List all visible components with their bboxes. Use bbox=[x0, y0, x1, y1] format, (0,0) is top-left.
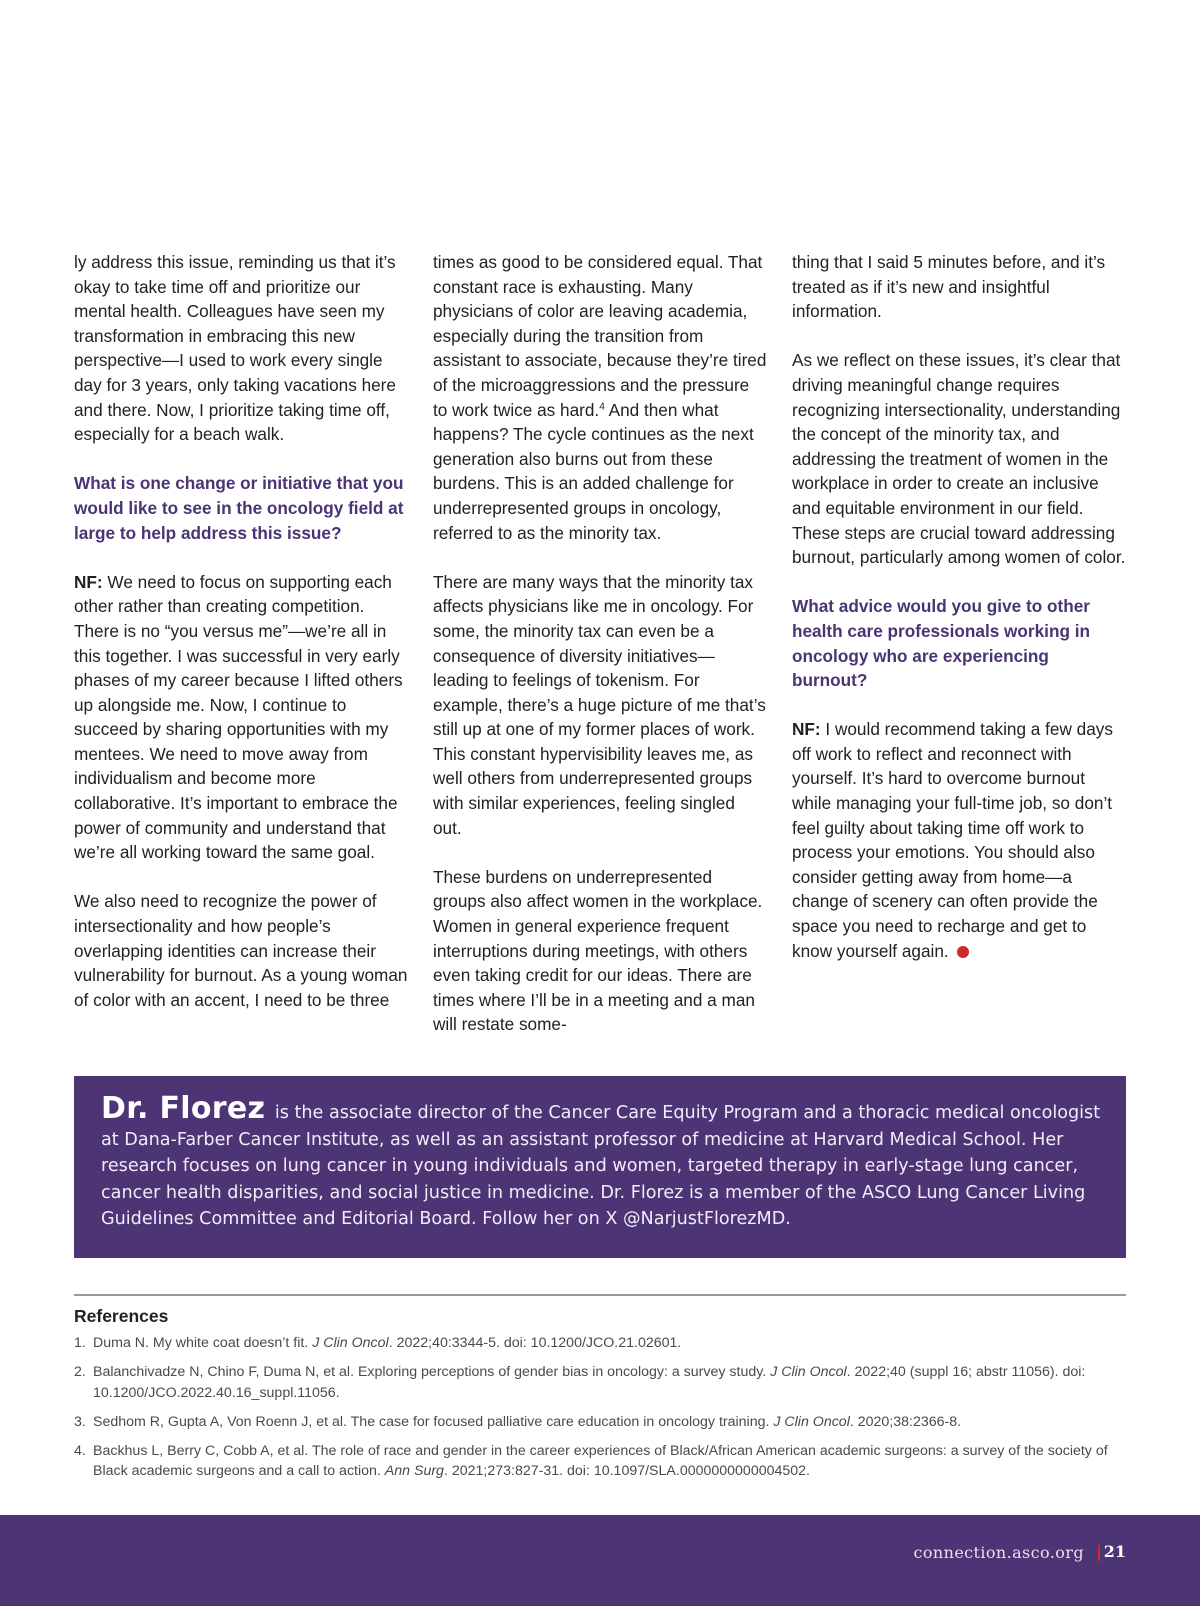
paragraph: As we reflect on these issues, it’s clear that driving meaningful change requires recognizing intersectionality, understanding the concept of the minority tax, and addressing the treatment of women in the workplace in order to create an inclusive and equitable environment in our field. These steps are crucial toward addressing burnout, particularly among women of color. bbox=[792, 350, 1126, 568]
reference-text: . 2021;273:827-31. doi: 10.1097/SLA.0000000000004502. bbox=[443, 1463, 811, 1479]
answer-text: I would recommend taking a few days off work to reflect and reconnect with yourself. It’s hard to overcome burnout while managing your full-time job, so don’t feel guilty about taking time off work to process your emotions. You should also consider getting away from home—a change of scenery can often provide the space you need to recharge and get to know yourself again. bbox=[792, 719, 1113, 961]
interview-question: What is one change or initiative that you would like to see in the oncology field at large to help address this issue? bbox=[74, 473, 404, 543]
column-2 bbox=[433, 250, 768, 1037]
footer-divider bbox=[1098, 1545, 1100, 1561]
paragraph bbox=[433, 250, 768, 545]
interview-answer bbox=[792, 717, 1127, 963]
speaker-label: NF: bbox=[792, 719, 821, 740]
paragraph-text: times as good to be considered equal. That constant race is exhausting. Many physicians of color are leaving academia, especially during the transition from assistant to associate, because they’re tired of the microaggressions and the pressure to work twice as hard. bbox=[433, 252, 767, 420]
reference-text: . 2022;40:3344-5. doi: 10.1200/JCO.21.02601. bbox=[388, 1335, 682, 1351]
journal-name: J Clin Oncol bbox=[770, 1364, 847, 1380]
journal-name: J Clin Oncol bbox=[312, 1335, 389, 1351]
page-number: 21 bbox=[1103, 1542, 1126, 1561]
column-3 bbox=[792, 250, 1127, 963]
section-divider bbox=[74, 1294, 1126, 1296]
citation-superscript: 4 bbox=[599, 400, 605, 412]
paragraph: thing that I said 5 minutes before, and it’s treated as if it’s new and insightful information. bbox=[792, 252, 1106, 322]
author-name: Dr. Florez bbox=[101, 1091, 266, 1126]
reference-number: 3. bbox=[74, 1413, 86, 1430]
site-url[interactable]: connection.asco.org bbox=[913, 1543, 1084, 1562]
reference-text: Backhus L, Berry C, Cobb A, et al. The role of race and gender in the career experiences of Black/African American academic surgeons: a survey of the society of Black academic surgeons and a call to action. bbox=[93, 1442, 1108, 1479]
references-list bbox=[74, 1333, 1126, 1482]
reference-text: . 2020;38:2366-8. bbox=[849, 1413, 962, 1430]
reference-text: Balanchivadze N, Chino F, Duma N, et al. Exploring perceptions of gender bias in oncology: a survey study. bbox=[93, 1364, 771, 1380]
answer-text: We need to focus on supporting each other rather than creating competition. There is no “you versus me”—we’re all in this together. I was successful in very early phases of my career because I lifted others up alongside me. Now, I continue to succeed by sharing opportunities with my mentees. We need to move away from individualism and become more collaborative. It’s important to embrace the power of community and understand that we’re all working toward the same goal. bbox=[74, 571, 403, 863]
reference-text: Duma N. My white coat doesn’t fit. bbox=[93, 1335, 313, 1351]
references-heading: References bbox=[74, 1306, 169, 1326]
paragraph: There are many ways that the minority tax affects physicians like me in oncology. For some, the minority tax can even be a consequence of diversity initiatives—leading to feelings of tokenism. For example, there’s a huge picture of me that’s still up at one of my former places of work. This constant hypervisibility leaves me, as well others from underrepresented groups with similar experiences, feeling singled out. bbox=[433, 571, 766, 838]
interview-answer bbox=[74, 570, 409, 865]
references-section bbox=[74, 1306, 1126, 1490]
interview-question: What advice would you give to other health care professionals working in oncology who are experiencing burnout? bbox=[792, 596, 1090, 691]
reference-item bbox=[74, 1333, 1126, 1354]
end-mark-icon bbox=[957, 946, 969, 958]
reference-text: . 2022;40 (suppl 16; abstr 11056). doi: 10.1200/JCO.2022.40.16_suppl.11056. bbox=[93, 1364, 1086, 1401]
journal-name: Ann Surg bbox=[384, 1463, 444, 1479]
column-1 bbox=[74, 250, 409, 1012]
page-footer bbox=[0, 1515, 1200, 1606]
paragraph: ly address this issue, reminding us that it’s okay to take time off and prioritize our mental health. Colleagues have seen my transformation in embracing this new perspective—I used to work every single day for 3 years, only taking vacations here and there. Now, I prioritize taking time off, especially for a beach walk. bbox=[74, 252, 396, 445]
reference-number: 2. bbox=[74, 1364, 86, 1380]
journal-name: J Clin Oncol bbox=[773, 1413, 850, 1430]
paragraph-text: And then what happens? The cycle continues as the next generation also burns out from these burdens. This is an added challenge for underrepresented groups in oncology, referred to as the minority tax. bbox=[433, 399, 754, 543]
author-bio-text: is the associate director of the Cancer Care Equity Program and a thoracic medical oncologist at Dana-Farber Cancer Institute, as well as an assistant professor of medicine at Harvard Medical School. Her research focuses on lung cancer in young individuals and women, targeted therapy in early-stage lung cancer, cancer health disparities, and social justice in medicine. Dr. Florez is a member of the ASCO Lung Cancer Living Guidelines Committee and Editorial Board. Follow her on X @NarjustFlorezMD. bbox=[101, 1103, 1101, 1229]
reference-item bbox=[74, 1362, 1126, 1403]
paragraph: These burdens on underrepresented groups also affect women in the workplace. Women in general experience frequent interruptions during meetings, with others even taking credit for our ideas. There are times where I’ll be in a meeting and a man will restate some- bbox=[433, 866, 763, 1035]
reference-item bbox=[74, 1441, 1126, 1482]
reference-number: 4. bbox=[74, 1442, 86, 1459]
author-bio-box bbox=[74, 1076, 1126, 1258]
author-bio bbox=[101, 1091, 1102, 1233]
article-body bbox=[74, 250, 1126, 1050]
paragraph: We also need to recognize the power of intersectionality and how people’s overlapping identities can increase their vulnerability for burnout. As a young woman of color with an accent, I need to be three bbox=[74, 891, 408, 1010]
reference-item bbox=[74, 1412, 1126, 1433]
speaker-label: NF: bbox=[74, 571, 103, 592]
reference-text: Sedhom R, Gupta A, Von Roenn J, et al. The case for focused palliative care education in oncology training. bbox=[93, 1413, 774, 1430]
reference-number: 1. bbox=[74, 1335, 86, 1351]
